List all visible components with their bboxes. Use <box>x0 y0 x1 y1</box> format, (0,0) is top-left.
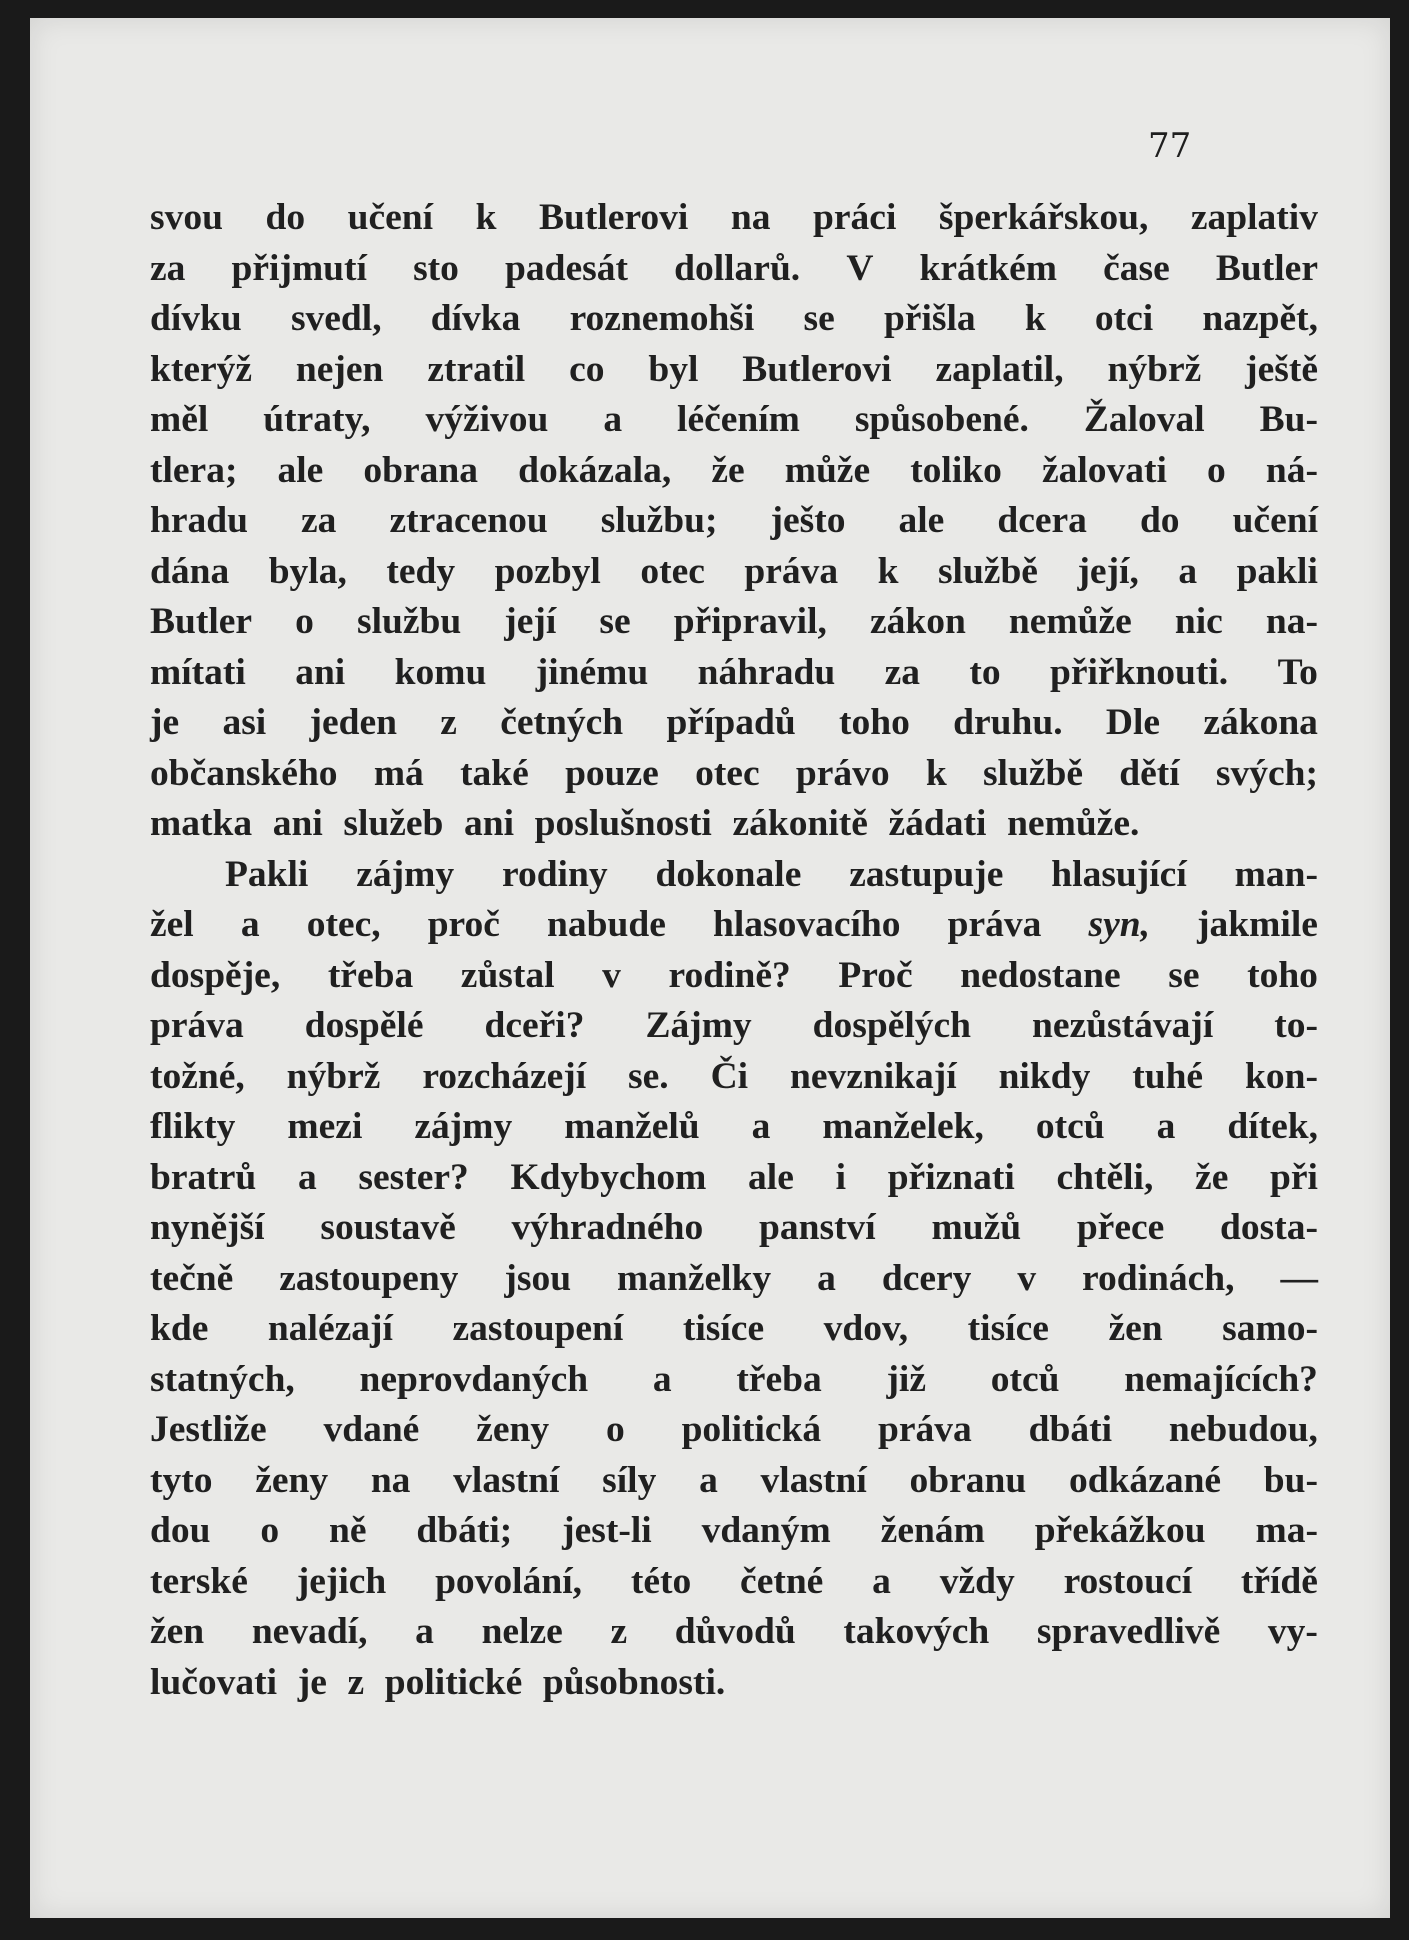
text-line <box>150 648 1318 699</box>
word: nezůstávají <box>1032 1005 1214 1046</box>
word: žel <box>150 904 194 945</box>
word: i <box>835 1156 846 1198</box>
word: dbáti <box>1028 1409 1113 1450</box>
word: pouze <box>565 752 659 794</box>
word: man- <box>1234 853 1318 895</box>
word: zastoupení <box>452 1308 624 1349</box>
word: manželů <box>564 1106 700 1147</box>
word: co <box>569 348 605 390</box>
word: druhu. <box>953 702 1063 743</box>
word: takových <box>843 1611 990 1652</box>
word: ženy <box>476 1409 550 1450</box>
word: přišla <box>883 298 976 339</box>
word: komu <box>394 651 487 693</box>
text-line <box>150 1506 1318 1557</box>
word: za <box>150 247 186 289</box>
word: pozbyl <box>494 550 601 592</box>
word: a <box>603 399 623 440</box>
word: svých; <box>1215 752 1318 794</box>
word: povolání, <box>435 1560 583 1602</box>
word: nazpět, <box>1202 298 1318 339</box>
text-line <box>150 1001 1318 1052</box>
word: poslušnosti <box>534 803 712 844</box>
word: spůsobené. <box>854 399 1029 440</box>
word: jsou <box>504 1257 572 1299</box>
word: zůstal <box>460 954 555 996</box>
word: důvodů <box>674 1611 796 1652</box>
word: padesát <box>505 247 628 289</box>
word: učení <box>1232 500 1318 541</box>
word: svedl, <box>290 298 382 339</box>
word: také <box>460 752 529 794</box>
word: otec <box>695 752 760 794</box>
word: kterýž <box>150 348 253 390</box>
word: k <box>877 550 899 592</box>
word: k <box>475 197 497 238</box>
word: její, <box>1077 550 1139 592</box>
word: to- <box>1274 1005 1318 1046</box>
text-line <box>150 1607 1318 1658</box>
word: četné <box>740 1560 824 1602</box>
word: ani <box>464 803 515 844</box>
word: z <box>610 1611 628 1652</box>
word: obrana <box>363 449 479 491</box>
word: dětí <box>1119 752 1180 794</box>
word: že <box>1195 1156 1229 1198</box>
word: o <box>1207 449 1226 491</box>
word: dítek, <box>1227 1106 1318 1147</box>
word: tyto <box>150 1459 213 1501</box>
word: a <box>297 1156 317 1198</box>
word: nevadí, <box>251 1611 368 1652</box>
word: vdané <box>323 1409 420 1450</box>
word: obranu <box>909 1459 1027 1501</box>
body-text <box>150 193 1318 1708</box>
word: rodinách, <box>1082 1257 1235 1299</box>
word: tlera; <box>150 449 238 491</box>
text-line <box>150 496 1318 547</box>
word: rostoucí <box>1063 1560 1193 1602</box>
word: a <box>751 1106 771 1147</box>
word: Proč <box>838 954 913 996</box>
word: ně <box>329 1510 367 1551</box>
word: Butlerovi <box>539 197 689 238</box>
word: rodiny <box>501 853 608 895</box>
word: zájmy <box>414 1106 513 1147</box>
text-line <box>150 244 1318 295</box>
word: lučovati <box>150 1661 278 1703</box>
word: v <box>602 954 621 996</box>
word: nemajících? <box>1124 1358 1318 1400</box>
word: ješto <box>770 500 846 541</box>
word: práva <box>947 904 1042 945</box>
word: žen <box>150 1611 205 1652</box>
word: Butler <box>1215 247 1318 289</box>
word: ani <box>295 651 346 693</box>
word: třeba <box>327 954 414 996</box>
text-line <box>150 1102 1318 1153</box>
text-line <box>150 850 1318 901</box>
word: žen <box>1108 1308 1163 1349</box>
word: Bu- <box>1259 399 1318 440</box>
word: nalézají <box>267 1308 393 1349</box>
word: na <box>730 197 771 238</box>
word: přece <box>1076 1207 1165 1248</box>
word: měl <box>150 399 209 440</box>
text-line <box>150 1658 1318 1709</box>
word: ztratil <box>427 348 526 390</box>
word: dcery <box>881 1257 972 1299</box>
word: třídě <box>1240 1560 1318 1602</box>
word: učení <box>347 197 434 238</box>
text-line <box>150 1405 1318 1456</box>
word: — <box>1280 1257 1318 1299</box>
word: ale <box>277 449 324 491</box>
word: práci <box>813 197 897 238</box>
text-line <box>150 900 1318 951</box>
word: výživou <box>425 399 549 440</box>
word: nemůže <box>1008 601 1132 642</box>
word: chtěli, <box>1056 1156 1154 1198</box>
text-line <box>150 951 1318 1002</box>
word: se. <box>628 1055 669 1097</box>
word: dou <box>150 1510 211 1551</box>
word: službě <box>937 550 1038 592</box>
word: že <box>711 449 745 491</box>
word: ženy <box>255 1459 329 1501</box>
word: do <box>265 197 306 238</box>
word: V <box>846 247 874 289</box>
word: nejen <box>295 348 384 390</box>
word: z <box>347 1661 365 1703</box>
word: tuhé <box>1132 1055 1204 1097</box>
word: dceři? <box>484 1005 585 1046</box>
word: nic <box>1174 601 1223 642</box>
word: zastupuje <box>849 853 1004 895</box>
word: přiřknouti. <box>1050 651 1229 693</box>
word: pakli <box>1236 550 1318 592</box>
word: je <box>150 702 180 743</box>
word: její <box>504 601 557 642</box>
page-number: 77 <box>1148 126 1192 166</box>
word: ma- <box>1255 1510 1318 1551</box>
word: za <box>301 500 337 541</box>
word: Pakli <box>225 853 309 895</box>
word: hradu <box>150 500 248 541</box>
word: otec <box>640 550 705 592</box>
word: šperkářskou, <box>938 197 1149 238</box>
word: otec, <box>306 904 381 945</box>
word: jest-li <box>562 1510 652 1551</box>
word: nikdy <box>998 1055 1091 1097</box>
word: práva <box>878 1409 972 1450</box>
word: Butlerovi <box>742 348 892 390</box>
text-line <box>150 294 1318 345</box>
word: ještě <box>1245 348 1318 390</box>
word: dospělých <box>812 1005 972 1046</box>
word: bu- <box>1263 1459 1318 1501</box>
word: hlasující <box>1051 853 1187 895</box>
word: žalovati <box>1041 449 1167 491</box>
word: a <box>1178 550 1198 592</box>
text-line <box>150 1052 1318 1103</box>
word: dána <box>150 550 230 592</box>
word: krátkém <box>919 247 1058 289</box>
word: soustavě <box>320 1207 456 1248</box>
word: statných, <box>150 1358 295 1400</box>
word: k <box>1024 298 1046 339</box>
word: mužů <box>931 1207 1022 1248</box>
text-line <box>150 395 1318 446</box>
word: náhradu <box>697 651 836 693</box>
word: nebudou, <box>1168 1409 1318 1450</box>
word: flikty <box>150 1106 236 1147</box>
word: dbáti; <box>416 1510 513 1551</box>
word: ná- <box>1265 449 1318 491</box>
word: toliko <box>910 449 1002 491</box>
word: na- <box>1265 601 1318 642</box>
word: výhradného <box>511 1207 704 1248</box>
word: a <box>872 1560 891 1602</box>
word: vlastní <box>760 1459 867 1501</box>
text-line <box>150 1153 1318 1204</box>
word: ale <box>748 1156 794 1198</box>
word: žádati <box>888 803 987 844</box>
text-line <box>150 597 1318 648</box>
text-line <box>150 1203 1318 1254</box>
word: ani <box>272 803 323 844</box>
word: vdaným <box>701 1510 831 1551</box>
word: a <box>652 1358 672 1400</box>
word: otců <box>990 1358 1060 1400</box>
word: službu <box>356 601 462 642</box>
word: terské <box>150 1560 248 1602</box>
text-line <box>150 698 1318 749</box>
word: případů <box>666 702 796 743</box>
word: a <box>240 904 260 945</box>
word: asi <box>222 702 267 743</box>
word: četných <box>500 702 624 743</box>
word: nýbrž <box>286 1055 381 1097</box>
word: otců <box>1035 1106 1105 1147</box>
word: syn, <box>1088 904 1150 945</box>
word: bratrů <box>150 1156 257 1198</box>
word: tisíce <box>682 1308 765 1349</box>
word: jejich <box>296 1560 387 1602</box>
word: zákonitě <box>732 803 868 844</box>
word: neprovdaných <box>359 1358 589 1400</box>
word: dospěje, <box>150 954 281 996</box>
word: za <box>884 651 920 693</box>
text-line <box>150 193 1318 244</box>
word: byla, <box>268 550 347 592</box>
word: samo- <box>1222 1308 1318 1349</box>
word: mítati <box>150 651 246 693</box>
word: Či <box>710 1055 749 1097</box>
text-line <box>150 799 1318 850</box>
word: vy- <box>1267 1611 1318 1652</box>
word: práva <box>744 550 839 592</box>
text-line <box>150 345 1318 396</box>
word: roznemohši <box>569 298 755 339</box>
word: službu; <box>600 500 718 541</box>
word: panství <box>759 1207 876 1248</box>
word: léčením <box>677 399 800 440</box>
word: manželky <box>617 1257 772 1299</box>
word: dospělé <box>304 1005 424 1046</box>
word: nýbrž <box>1107 348 1202 390</box>
word: rodině? <box>668 954 791 996</box>
word: tedy <box>386 550 456 592</box>
word: o <box>605 1409 625 1450</box>
word: nedostane <box>960 954 1121 996</box>
word: To <box>1277 651 1318 693</box>
word: síly <box>602 1459 657 1501</box>
word: a <box>415 1611 434 1652</box>
word: nemůže. <box>1007 803 1140 844</box>
word: se <box>803 298 835 339</box>
word: proč <box>427 904 500 945</box>
word: odkázané <box>1068 1459 1222 1501</box>
word: ale <box>898 500 945 541</box>
word: zaplativ <box>1190 197 1318 238</box>
word: byl <box>648 348 699 390</box>
word: v <box>1017 1257 1037 1299</box>
word: nynější <box>150 1207 265 1248</box>
word: Dle <box>1105 702 1161 743</box>
word: služeb <box>343 803 444 844</box>
word: to <box>969 651 1001 693</box>
text-line <box>150 1304 1318 1355</box>
word: třeba <box>736 1358 822 1400</box>
word: na <box>370 1459 411 1501</box>
word: Žaloval <box>1083 399 1205 440</box>
word: má <box>373 752 424 794</box>
word: čase <box>1103 247 1170 289</box>
word: jeden <box>309 702 397 743</box>
word: působnosti. <box>542 1661 726 1703</box>
word: matka <box>150 803 253 844</box>
text-line <box>150 749 1318 800</box>
word: zaplatil, <box>935 348 1064 390</box>
word: sto <box>413 247 459 289</box>
word: přijmutí <box>231 247 367 289</box>
text-line <box>150 1456 1318 1507</box>
word: dívku <box>150 298 242 339</box>
word: při <box>1270 1156 1318 1198</box>
word: zákon <box>869 601 966 642</box>
word: politická <box>681 1409 822 1450</box>
word: dokázala, <box>518 449 672 491</box>
word: může <box>784 449 871 491</box>
word: kon- <box>1244 1055 1318 1097</box>
word: sester? <box>358 1156 469 1198</box>
word: právo <box>795 752 890 794</box>
text-line <box>150 1557 1318 1608</box>
word: svou <box>150 197 223 238</box>
word: hlasovacího <box>712 904 901 945</box>
word: této <box>630 1560 692 1602</box>
word: vždy <box>939 1560 1015 1602</box>
word: a <box>1156 1106 1176 1147</box>
word: manželek, <box>822 1106 984 1147</box>
word: rozcházejí <box>422 1055 587 1097</box>
word: Butler <box>150 601 253 642</box>
word: nabude <box>547 904 666 945</box>
word: toho <box>838 702 910 743</box>
word: k <box>925 752 947 794</box>
word: vlastní <box>453 1459 560 1501</box>
text-line <box>150 1254 1318 1305</box>
word: politické <box>384 1661 523 1703</box>
word: Kdybychom <box>510 1156 707 1198</box>
word: útraty, <box>263 399 371 440</box>
word: se <box>1168 954 1200 996</box>
word: tožné, <box>150 1055 245 1097</box>
word: práva <box>150 1005 244 1046</box>
word: připravil, <box>673 601 827 642</box>
word: zastoupeny <box>279 1257 459 1299</box>
word: zákona <box>1203 702 1318 743</box>
text-line <box>150 1355 1318 1406</box>
word: a <box>817 1257 836 1299</box>
word: dcera <box>997 500 1087 541</box>
word: dollarů. <box>674 247 801 289</box>
word: z <box>440 702 457 743</box>
word: mezi <box>287 1106 363 1147</box>
word: přiznati <box>887 1156 1015 1198</box>
word: o <box>295 601 314 642</box>
word: jakmile <box>1197 904 1318 945</box>
word: dosta- <box>1220 1207 1318 1248</box>
word: ženám <box>880 1510 985 1551</box>
word: občanského <box>150 752 338 794</box>
word: Zájmy <box>645 1005 752 1046</box>
word: se <box>599 601 631 642</box>
word: vdov, <box>823 1308 909 1349</box>
word: je <box>297 1661 327 1703</box>
word: ztracenou <box>389 500 548 541</box>
word: nelze <box>481 1611 563 1652</box>
word: již <box>886 1358 926 1400</box>
word: o <box>260 1510 280 1551</box>
word: kde <box>150 1308 209 1349</box>
word: zájmy <box>356 853 455 895</box>
word: dokonale <box>655 853 802 895</box>
word: Jestliže <box>150 1409 267 1450</box>
text-line <box>150 446 1318 497</box>
word: spravedlivě <box>1036 1611 1221 1652</box>
word: jinému <box>535 651 649 693</box>
word: otci <box>1094 298 1154 339</box>
word: dívka <box>430 298 521 339</box>
word: tisíce <box>967 1308 1049 1349</box>
word: službě <box>982 752 1083 794</box>
word: toho <box>1247 954 1318 996</box>
word: do <box>1139 500 1180 541</box>
word: tečně <box>150 1257 234 1299</box>
word: a <box>699 1459 718 1501</box>
text-line <box>150 547 1318 598</box>
word: nevznikají <box>789 1055 957 1097</box>
book-page <box>30 18 1390 1918</box>
word: překážkou <box>1034 1510 1206 1551</box>
